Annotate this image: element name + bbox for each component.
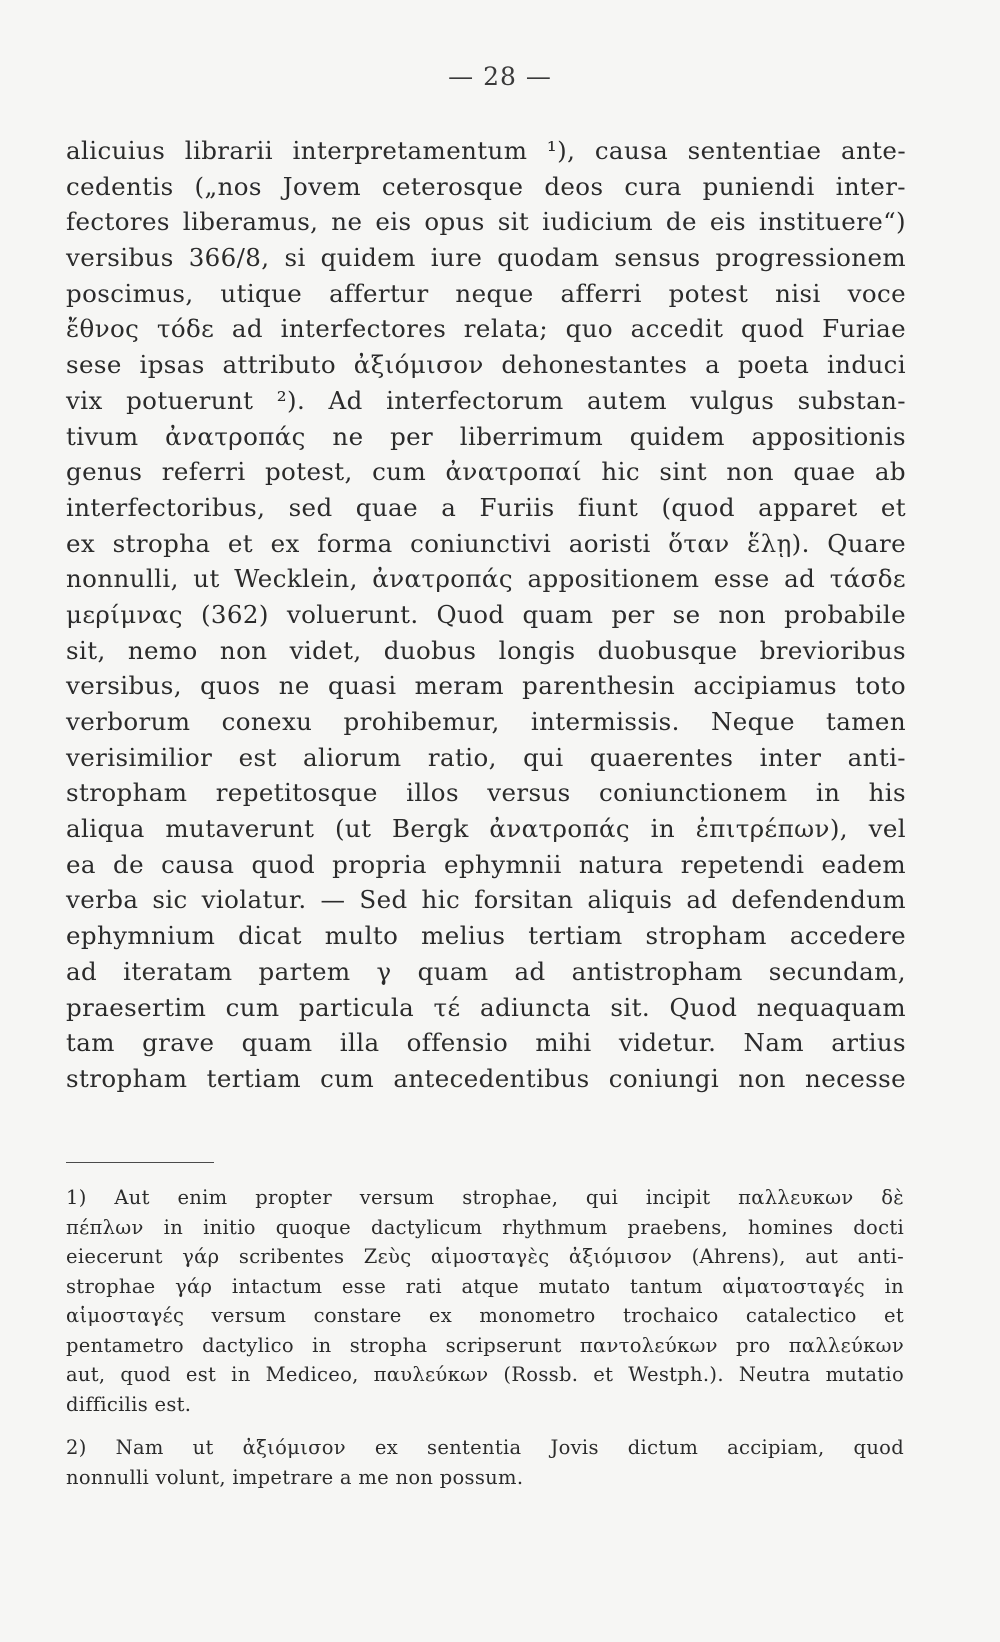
text-line: sese ipsas attributo ἀξιόμισον dehonestantes a poeta induci [66,350,906,380]
footnote-line: eiecerunt γάρ scribentes Ζεὺς αἱμοσταγὲς ἀξιόμισον (Ahrens), aut anti- [66,1245,904,1268]
footnote-line: difficilis est. [66,1392,192,1416]
text-line: genus referri potest, cum ἀνατροπαί hic sint non quae ab [66,457,906,487]
text-line: ad iteratam partem γ quam ad antistropham secundam, [66,956,906,986]
footnote-spacer [66,1419,904,1433]
footnote-line: 1) Aut enim propter versum strophae, qui incipit παλλευκων δὲ [66,1186,904,1209]
text-line: verisimilior est aliorum ratio, qui quaerentes inter anti- [66,742,906,772]
footnote-line: strophae γάρ intactum esse rati atque mutato tantum αἱματοσταγές in [66,1274,904,1298]
footnote-line: aut, quod est in Mediceo, παυλεύκων (Rossb. et Westph.). Neutra mutatio [66,1363,904,1386]
footnotes [66,1183,904,1492]
text-line: aliqua mutaverunt (ut Bergk ἀνατροπάς in ἐπιτρέπων), vel [66,814,906,844]
footnote-line: nonnulli volunt, impetrare a me non possum. [66,1465,524,1489]
text-line: verborum conexu prohibemur, intermissis. Neque tamen [66,707,906,736]
footnote-line: αἱμοσταγές versum constare ex monometro trochaico catalectico et [66,1304,904,1327]
text-line: poscimus, utique affertur neque afferri potest nisi voce [66,278,906,308]
main-text [66,133,906,1097]
footnote-line: pentametro dactylico in stropha scripserunt παντολεύκων pro παλλεύκων [66,1333,904,1357]
text-line: interfectoribus, sed quae a Furiis fiunt (quod apparet et [66,492,906,522]
footnote-1 [66,1183,904,1419]
text-line: nonnulli, ut Wecklein, ἀνατροπάς appositionem esse ad τάσδε [66,564,906,594]
page-number: — 28 — [448,62,552,91]
text-line: alicuius librarii interpretamentum ¹), causa sententiae ante- [66,136,906,165]
text-line: versibus, quos ne quasi meram parenthesin accipiamus toto [66,671,906,701]
footnote-separator [66,1162,214,1163]
text-line: cedentis („nos Jovem ceterosque deos cura puniendi inter- [66,171,906,201]
text-line: praesertim cum particula τέ adiuncta sit. Quod nequaquam [66,992,906,1022]
text-line: ex stropha et ex forma coniunctivi aoristi ὅταν ἕλῃ). Quare [66,528,906,558]
text-line: stropham tertiam cum antecedentibus coniungi non necesse [66,1063,906,1093]
text-line: ephymnium dicat multo melius tertiam stropham accedere [66,921,906,951]
text-line: ea de causa quod propria ephymnii natura repetendi eadem [66,849,906,879]
text-line: ἔθνος τόδε ad interfectores relata; quo accedit quod Furiae [66,314,906,344]
text-line: verba sic violatur. — Sed hic forsitan aliquis ad defendendum [66,885,906,915]
text-line: tam grave quam illa offensio mihi videtur. Nam artius [66,1028,906,1058]
footnote-line: 2) Nam ut ἀξιόμισον ex sententia Jovis dictum accipiam, quod [66,1436,904,1459]
footnote-line: πέπλων in initio quoque dactylicum rhythmum praebens, homines docti [66,1215,904,1239]
text-line: stropham repetitosque illos versus coniunctionem in his [66,778,906,808]
text-line: fectores liberamus, ne eis opus sit iudicium de eis instituere“) [66,207,906,237]
text-line: sit, nemo non videt, duobus longis duobusque brevioribus [66,635,906,665]
text-line: vix potuerunt ²). Ad interfectorum autem vulgus substan- [66,385,906,415]
footnote-2 [66,1433,904,1492]
text-line: tivum ἀνατροπάς ne per liberrimum quidem appositionis [66,421,906,451]
text-line: versibus 366/8, si quidem iure quodam sensus progressionem [66,243,906,273]
text-line: μερίμνας (362) voluerunt. Quod quam per se non probabile [66,599,906,629]
